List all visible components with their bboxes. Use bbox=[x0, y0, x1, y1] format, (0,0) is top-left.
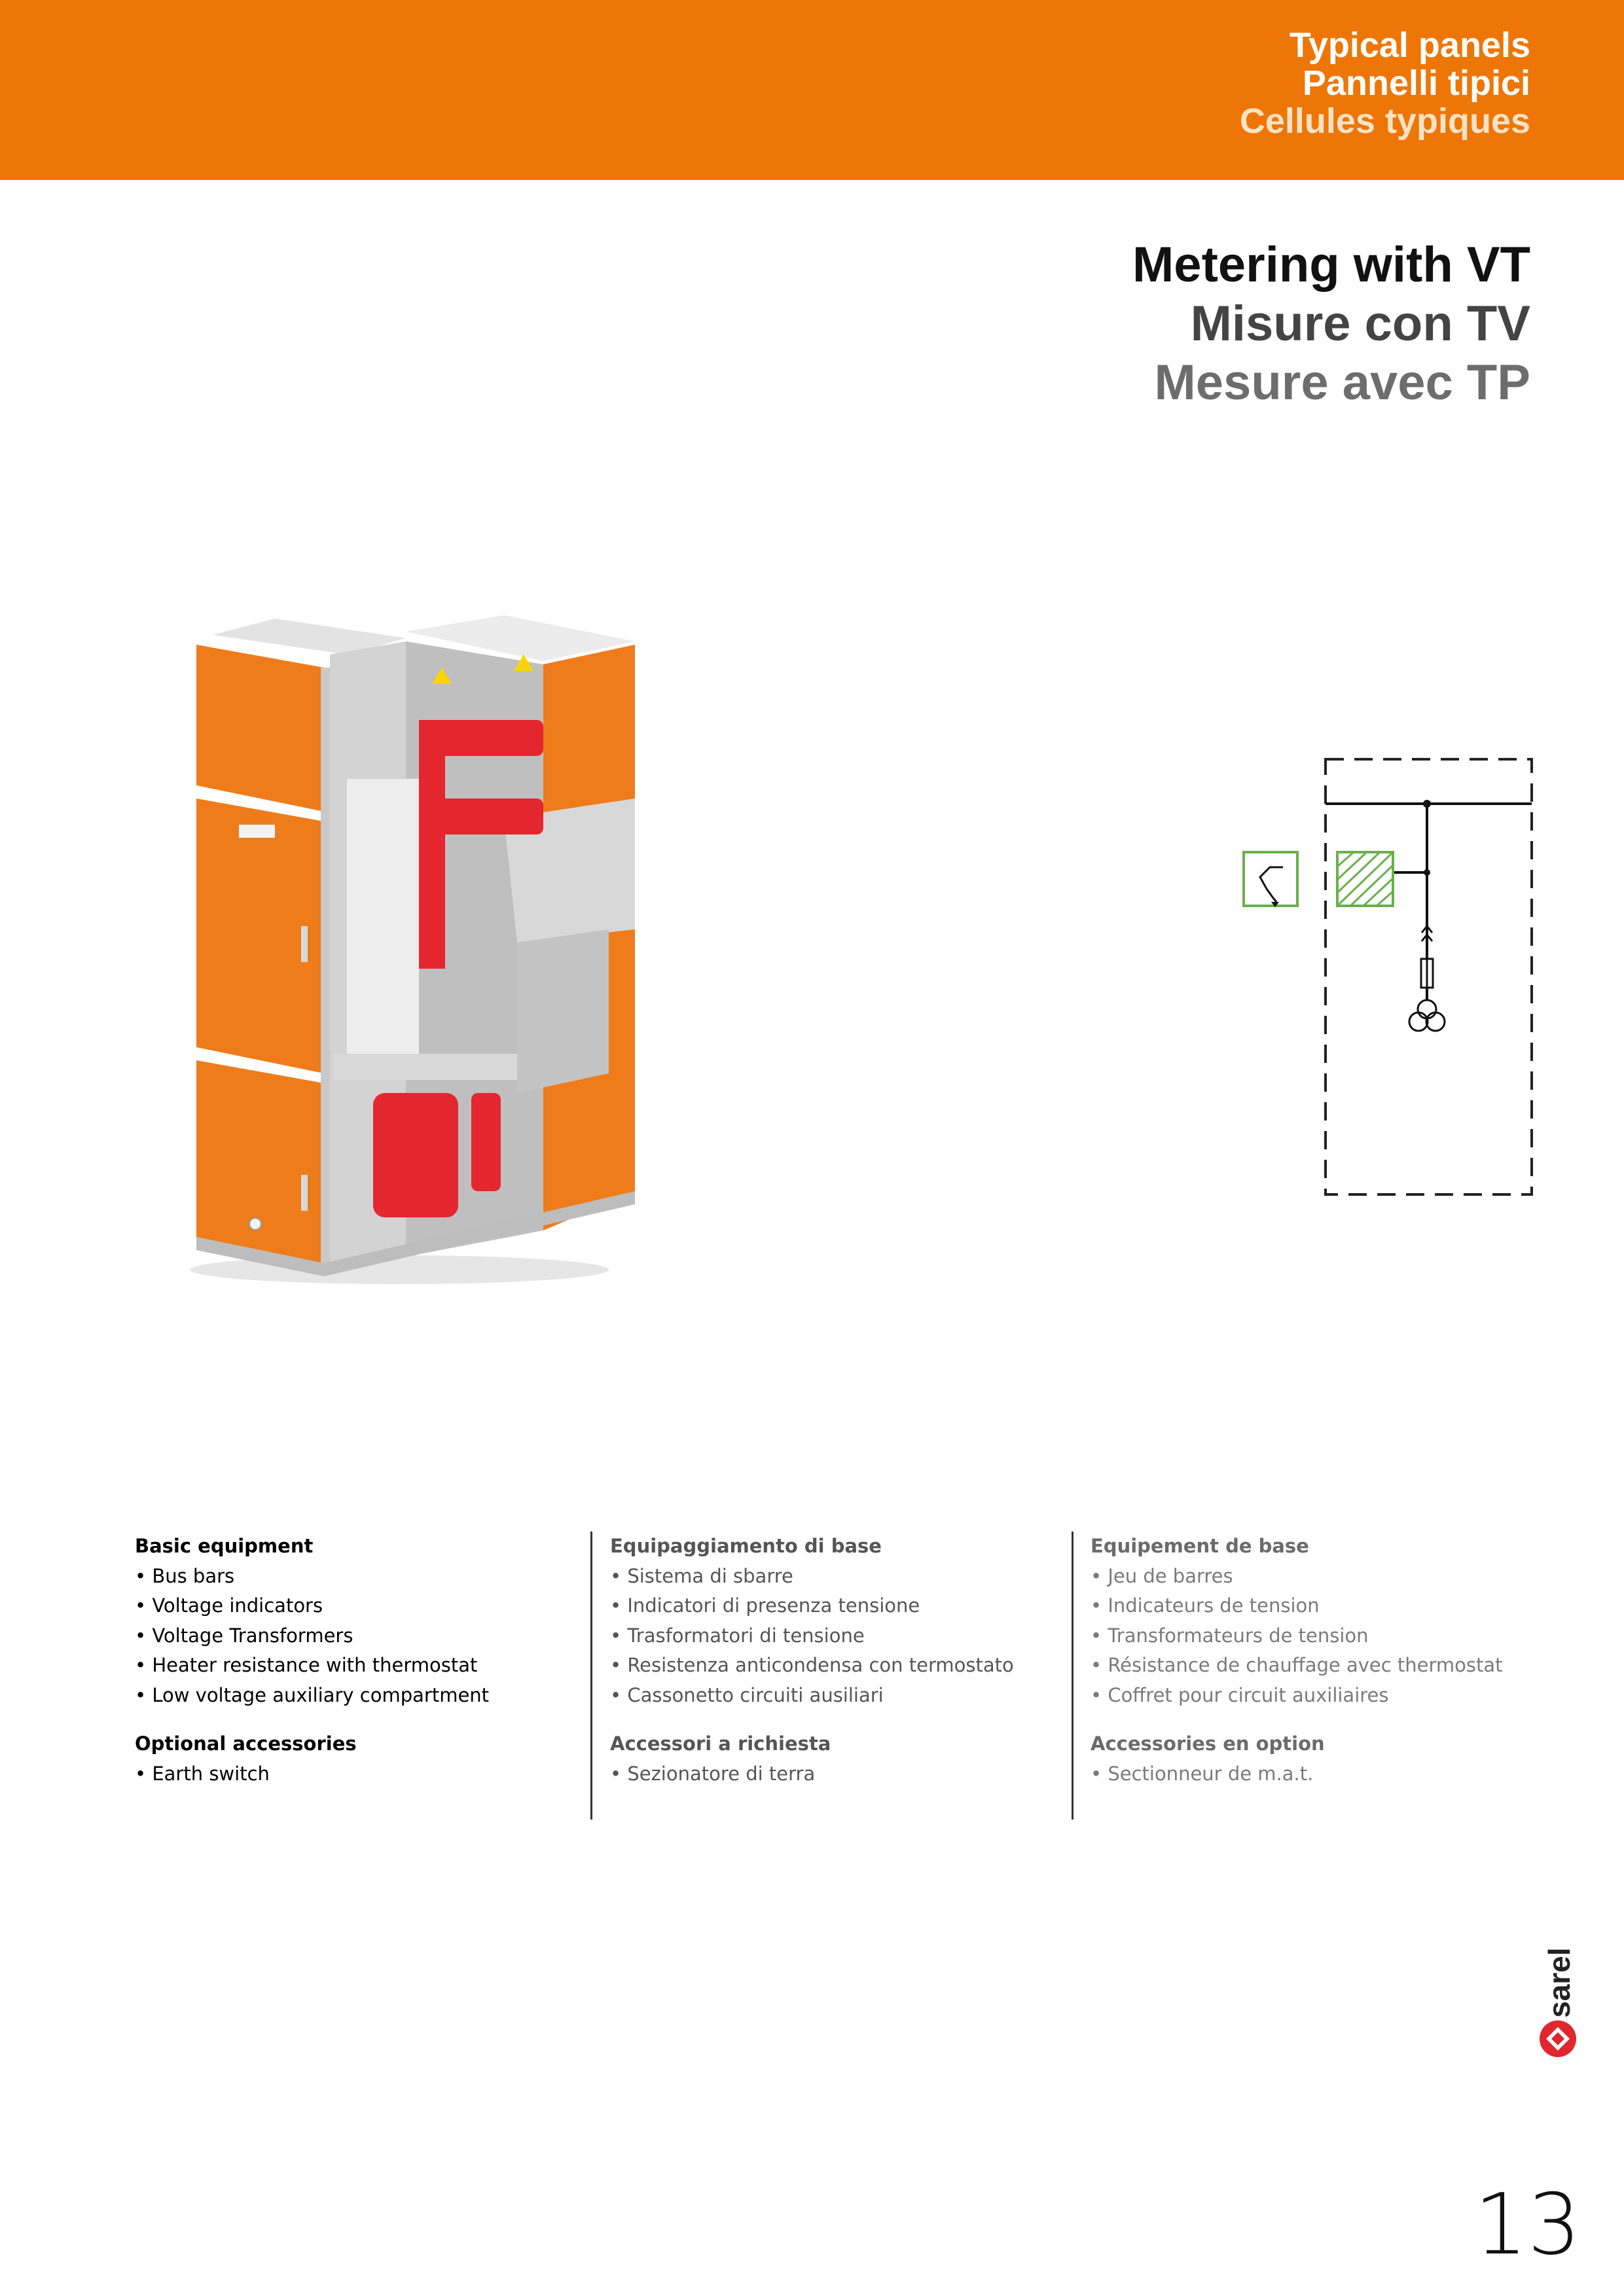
page-title bbox=[1132, 236, 1530, 412]
basic-equipment-heading-it: Equipaggiamento di base bbox=[610, 1535, 882, 1557]
page-title-it: Misure con TV bbox=[1190, 296, 1530, 351]
thermostat-icon bbox=[1244, 852, 1297, 907]
optional-accessories-heading-it: Accessori a richiesta bbox=[610, 1732, 831, 1755]
list-item: • Sectionneur de m.a.t. bbox=[1091, 1759, 1503, 1789]
equipment-list-en bbox=[135, 1532, 489, 1789]
basic-equipment-list-fr bbox=[1091, 1562, 1503, 1711]
basic-equipment-heading-fr: Equipement de base bbox=[1091, 1535, 1309, 1557]
heater-resistance-icon bbox=[1337, 852, 1393, 906]
page-title-fr: Mesure avec TP bbox=[1154, 355, 1530, 410]
optional-accessories-heading-en: Optional accessories bbox=[135, 1732, 357, 1755]
page-number: 13 bbox=[1474, 2176, 1581, 2274]
list-item: • Indicatori di presenza tensione bbox=[610, 1591, 1014, 1621]
list-item: • Transformateurs de tension bbox=[1091, 1621, 1503, 1651]
optional-accessories-list-it bbox=[610, 1759, 1014, 1789]
list-item: • Sistema di sbarre bbox=[610, 1562, 1014, 1592]
list-item: • Low voltage auxiliary compartment bbox=[135, 1681, 489, 1711]
list-item: • Coffret pour circuit auxiliaires bbox=[1091, 1681, 1503, 1711]
section-title-en: Typical panels bbox=[1289, 26, 1530, 65]
list-item: • Cassonetto circuiti ausiliari bbox=[610, 1681, 1014, 1711]
basic-equipment-list-en bbox=[135, 1562, 489, 1711]
optional-accessories-list-en bbox=[135, 1759, 489, 1789]
equipment-list-fr bbox=[1091, 1532, 1503, 1789]
optional-accessories-heading-fr: Accessories en option bbox=[1091, 1732, 1325, 1755]
voltage-transformer-icon bbox=[1409, 1000, 1445, 1031]
equipment-list-it bbox=[610, 1532, 1014, 1789]
sarel-logo-icon bbox=[1532, 1947, 1584, 2058]
single-line-diagram bbox=[1231, 746, 1545, 1217]
optional-accessories-list-fr bbox=[1091, 1759, 1503, 1789]
section-title-fr: Cellules typiques bbox=[1239, 101, 1530, 141]
list-item: • Indicateurs de tension bbox=[1091, 1591, 1503, 1621]
basic-equipment-list-it bbox=[610, 1562, 1014, 1711]
list-item: • Resistenza anticondensa con termostato bbox=[610, 1651, 1014, 1681]
equipment-lists bbox=[0, 1532, 1624, 1826]
section-title bbox=[1240, 26, 1530, 140]
switchgear-panel-image bbox=[151, 602, 648, 1296]
section-title-it: Pannelli tipici bbox=[1302, 63, 1530, 103]
basic-equipment-heading-en: Basic equipment bbox=[135, 1535, 314, 1557]
list-item: • Voltage indicators bbox=[135, 1591, 489, 1621]
list-item: • Earth switch bbox=[135, 1759, 489, 1789]
page-title-en: Metering with VT bbox=[1132, 237, 1530, 293]
panel-outline-dashed bbox=[1326, 759, 1532, 1194]
column-divider bbox=[1072, 1532, 1074, 1820]
list-item: • Trasformatori di tensione bbox=[610, 1621, 1014, 1651]
list-item: • Sezionatore di terra bbox=[610, 1759, 1014, 1789]
list-item: • Voltage Transformers bbox=[135, 1621, 489, 1651]
list-item: • Jeu de barres bbox=[1091, 1562, 1503, 1592]
list-item: • Heater resistance with thermostat bbox=[135, 1651, 489, 1681]
logo-wordmark: sarel bbox=[1542, 1947, 1576, 2018]
list-item: • Résistance de chauffage avec thermostat bbox=[1091, 1651, 1503, 1681]
list-item: • Bus bars bbox=[135, 1562, 489, 1592]
column-divider bbox=[590, 1532, 592, 1820]
